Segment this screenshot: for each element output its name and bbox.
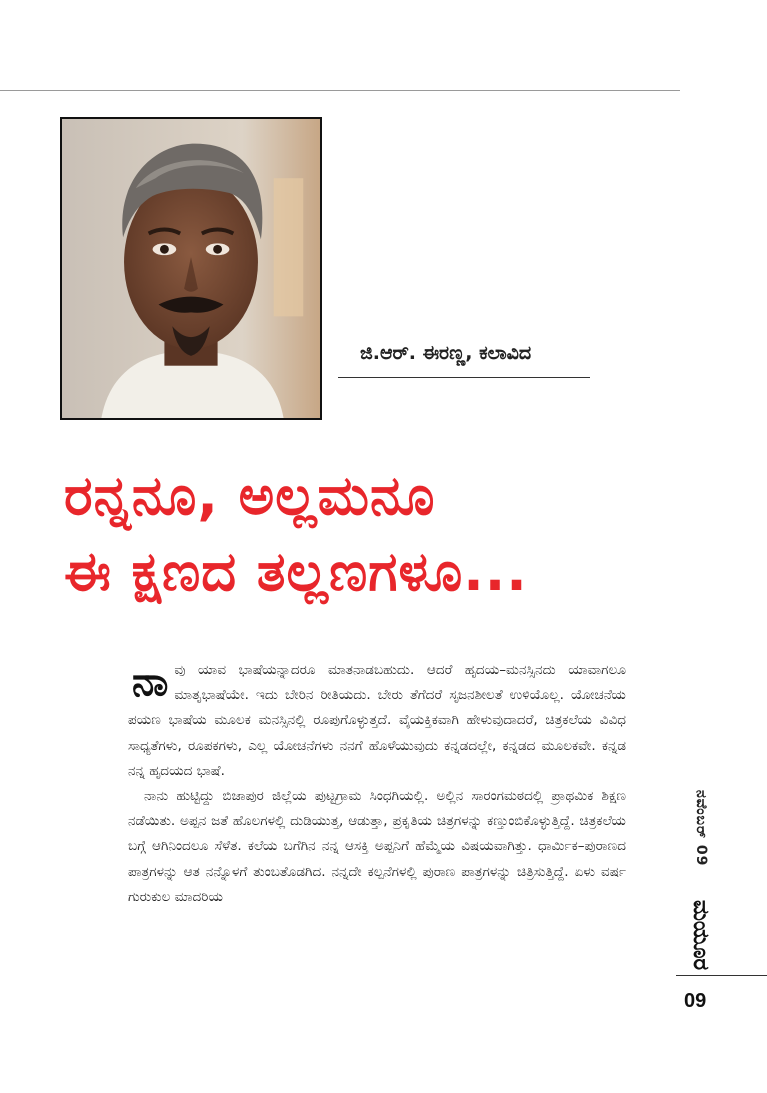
author-photo [60, 117, 322, 420]
headline-line-1: ರನ್ನನೂ, ಅಲ್ಲಮನೂ [64, 464, 436, 527]
paragraph-2: ನಾನು ಹುಟ್ಟಿದ್ದು ಬಿಜಾಪುರ ಜಿಲ್ಲೆಯ ಪುಟ್ಟಗ್ರಾಮ ಸಿಂಧಗಿಯಲ್ಲಿ. ಅಲ್ಲಿನ ಸಾರಂಗಮಠದಲ್ಲಿ ಪ್ರಾಥಮಿಕ ಶಿಕ್ಷಣ ನಡೆಯಿತು. ಅಪ್ಪನ ಜತೆ ಹೊಲಗಳಲ್ಲಿ ದುಡಿಯುತ್ತ, ಆಡುತ್ತಾ, ಪ್ರಕೃತಿಯ ಚಿತ್ರಗಳನ್ನು ಕಣ್ತುಂಬಿಕೊಳ್ಳುತ್ತಿದ್ದೆ. ಚಿತ್ರಕಲೆಯ ಬಗ್ಗೆ ಆಗಿನಿಂದಲೂ ಸೆಳೆತ. ಕಲೆಯ ಬಗೆಗಿನ ನನ್ನ ಆಸಕ್ತಿ ಅಪ್ಪನಿಗೆ ಹೆಮ್ಮೆಯ ವಿಷಯವಾಗಿತ್ತು. ಧಾರ್ಮಿಕ–ಪುರಾಣದ ಪಾತ್ರಗಳನ್ನು ಆತ ನನ್ನೊಳಗೆ ತುಂಬತೊಡಗಿದ. ನನ್ನದೇ ಕಲ್ಪನೆಗಳಲ್ಲಿ ಪುರಾಣ ಪಾತ್ರಗಳನ್ನು ಚಿತ್ರಿಸುತ್ತಿದ್ದೆ. ಏಳು ವರ್ಷ ಗುರುಕುಲ ಮಾದರಿಯ [128, 788, 626, 905]
byline: ಜಿ.ಆರ್. ಈರಣ್ಣ, ಕಲಾವಿದ [360, 342, 532, 364]
magazine-logo: ಮಯೂರ [688, 900, 714, 971]
article-body [128, 658, 626, 910]
issue-date: ನವೆಂಬರ್ 09 [693, 790, 709, 867]
portrait-image [62, 119, 320, 418]
paragraph-1-text: ವು ಯಾವ ಭಾಷೆಯನ್ನಾದರೂ ಮಾತನಾಡಬಹುದು. ಆದರೆ ಹೃದಯ–ಮನಸ್ಸಿನದು ಯಾವಾಗಲೂ ಮಾತೃಭಾಷೆಯೇ. ಇದು ಬೇರಿನ ರೀತಿಯದು. ಬೇರು ತೆಗೆದರೆ ಸೃಜನಶೀಲತೆ ಉಳಿಯೊಲ್ಲ. ಯೋಚನೆಯ ಪಯಣ ಭಾಷೆಯ ಮೂಲಕ ಮನಸ್ಸಿನಲ್ಲಿ ರೂಪುಗೊಳ್ಳುತ್ತದೆ. ವೈಯಕ್ತಿಕವಾಗಿ ಹೇಳುವುದಾದರೆ, ಚಿತ್ರಕಲೆಯ ವಿವಿಧ ಸಾಧ್ಯತೆಗಳು, ರೂಪಕಗಳು, ಎಲ್ಲ ಯೋಚನೆಗಳು ನನಗೆ ಹೊಳೆಯುವುದು ಕನ್ನಡದಲ್ಲೇ, ಕನ್ನಡದ ಮೂಲಕವೇ. ಕನ್ನಡ ನನ್ನ ಹೃದಯದ ಭಾಷೆ. [128, 662, 626, 779]
headline [64, 458, 684, 610]
top-rule [0, 90, 680, 91]
byline-rule [338, 377, 590, 378]
drop-cap: ನಾ [132, 659, 169, 705]
footer-rule [676, 975, 767, 976]
paragraph-1 [128, 658, 626, 784]
headline-line-2: ಈ ಕ್ಷಣದ ತಲ್ಲಣಗಳೂ... [64, 540, 528, 603]
page-number: 09 [684, 990, 707, 1012]
